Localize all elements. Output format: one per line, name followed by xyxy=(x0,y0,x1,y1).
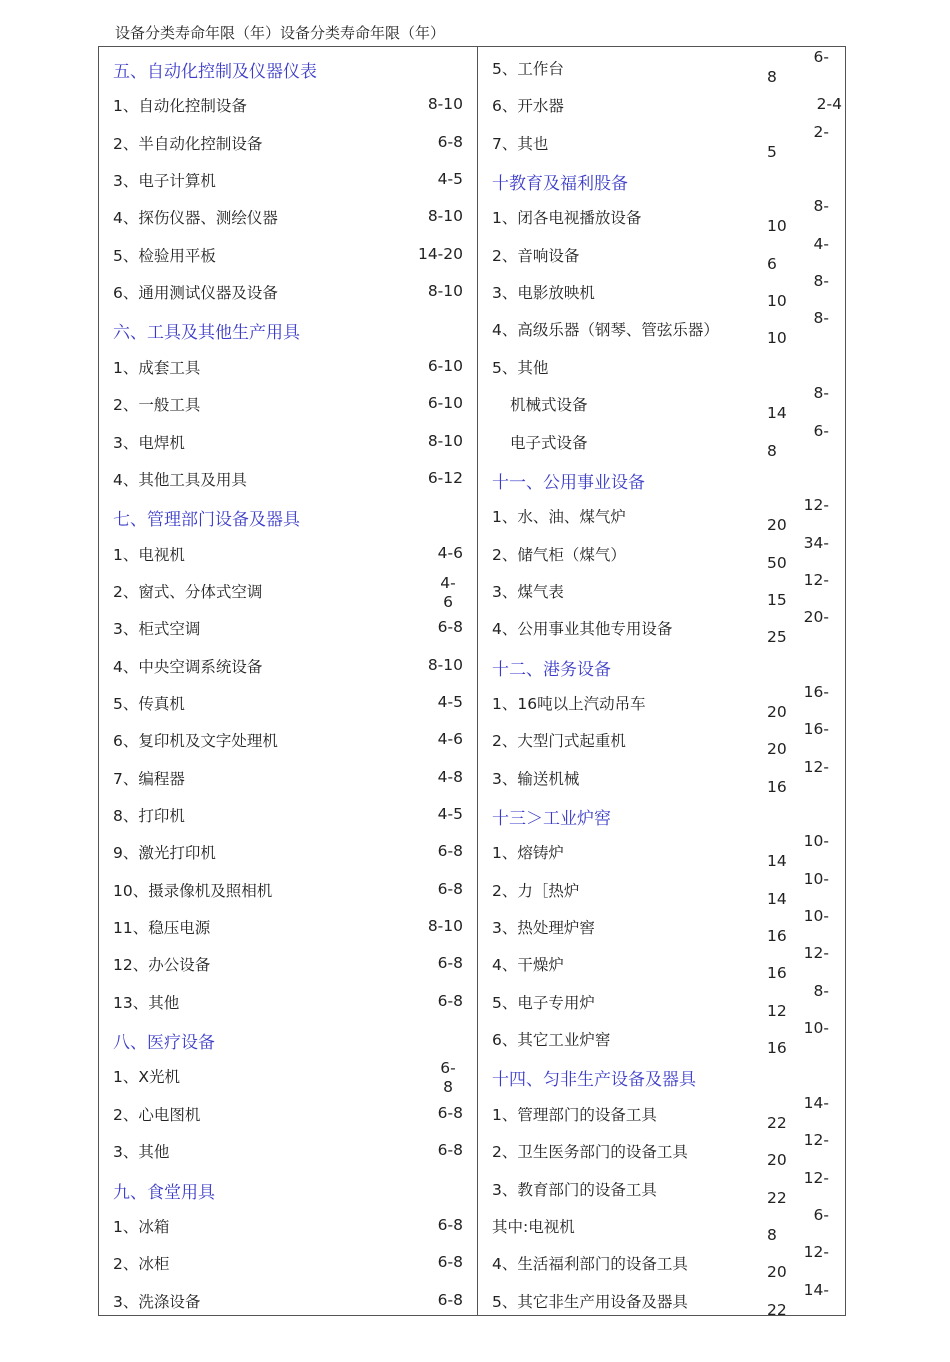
section-heading-row xyxy=(99,497,477,534)
item-label: 3、电影放映机 xyxy=(492,284,595,303)
lifespan-value: 6-8 xyxy=(437,991,463,1010)
item-label: 9、激光打印机 xyxy=(113,844,216,863)
table-row xyxy=(99,124,477,161)
table-row xyxy=(478,124,846,161)
lifespan-value-end: 10 xyxy=(767,217,787,236)
table-row xyxy=(478,198,846,235)
table-row xyxy=(99,684,477,721)
item-label: 4、公用事业其他专用设备 xyxy=(492,620,673,639)
lifespan-value: 6-10 xyxy=(427,356,463,375)
table-row xyxy=(478,348,846,385)
lifespan-value-start: 14- xyxy=(803,1280,829,1299)
lifespan-value: 6-8 xyxy=(437,1141,463,1160)
table-row xyxy=(99,1095,477,1132)
table-row xyxy=(99,236,477,273)
lifespan-value: 4-6 xyxy=(440,573,456,611)
lifespan-value: 6-8 xyxy=(437,132,463,151)
lifespan-value-start: 34- xyxy=(803,533,829,552)
item-label: 5、传真机 xyxy=(113,694,185,713)
lifespan-value-end: 25 xyxy=(767,628,787,647)
section-heading-row xyxy=(478,1057,846,1094)
lifespan-value: 8-10 xyxy=(427,431,463,450)
table-row xyxy=(99,535,477,572)
lifespan-value-end: 16 xyxy=(767,1039,787,1058)
item-label: 13、其他 xyxy=(113,993,180,1012)
item-label: 1、自动化控制设备 xyxy=(113,97,247,116)
lifespan-value-end: 14 xyxy=(767,889,787,908)
table-row xyxy=(99,1207,477,1244)
lifespan-value-start: 12- xyxy=(803,1168,829,1187)
item-label: 6、开水器 xyxy=(492,97,564,116)
item-label: 机械式设备 xyxy=(510,396,588,415)
lifespan-value: 4-6 xyxy=(437,543,463,562)
lifespan-value-end: 8 xyxy=(767,1225,777,1244)
lifespan-value: 6-8 xyxy=(437,1103,463,1122)
table-row xyxy=(99,983,477,1020)
lifespan-value-end: 10 xyxy=(767,329,787,348)
lifespan-value-start: 14- xyxy=(803,1093,829,1112)
item-label: 2、一般工具 xyxy=(113,396,201,415)
section-heading-row xyxy=(478,796,846,833)
lifespan-value: 2-4 xyxy=(816,95,842,114)
item-label: 4、其他工具及用具 xyxy=(113,470,247,489)
table-row xyxy=(478,1132,846,1169)
lifespan-value-end: 12 xyxy=(767,1001,787,1020)
section-heading: 五、自动化控制及仪器仪表 xyxy=(113,62,317,82)
table-row xyxy=(478,1244,846,1281)
lifespan-value: 6-8 xyxy=(437,842,463,861)
lifespan-value-end: 16 xyxy=(767,964,787,983)
item-label: 5、其他 xyxy=(492,358,549,377)
page-header: 设备分类寿命年限（年）设备分类寿命年限（年） xyxy=(115,24,446,42)
item-label: 1、熔铸炉 xyxy=(492,844,564,863)
section-heading: 六、工具及其他生产用具 xyxy=(113,323,300,344)
lifespan-value-end: 6 xyxy=(767,254,777,273)
section-heading: 十教育及福利股备 xyxy=(492,174,628,195)
table-row xyxy=(99,198,477,235)
table-row xyxy=(99,86,477,123)
lifespan-value: 6-12 xyxy=(427,468,463,487)
section-heading-row xyxy=(99,1020,477,1057)
lifespan-value: 6-8 xyxy=(437,1290,463,1309)
lifespan-value: 8-10 xyxy=(427,207,463,226)
table-row xyxy=(99,460,477,497)
lifespan-value-end: 16 xyxy=(767,777,787,796)
table-row xyxy=(99,572,477,609)
item-label: 2、力［热炉 xyxy=(492,881,580,900)
item-label: 1、成套工具 xyxy=(113,358,201,377)
table-row xyxy=(478,833,846,870)
section-heading: 十四、匀非生产设备及器具 xyxy=(492,1070,696,1091)
item-label: 6、其它工业炉窖 xyxy=(492,1031,611,1050)
lifespan-value-start: 6- xyxy=(813,48,829,66)
item-label: 2、半自动化控制设备 xyxy=(113,134,263,153)
item-label: 5、电子专用炉 xyxy=(492,993,595,1012)
item-label: 2、冰柜 xyxy=(113,1255,170,1274)
lifespan-value-end: 22 xyxy=(767,1300,787,1319)
table-row xyxy=(478,49,846,86)
section-heading: 十三＞工业炉窖 xyxy=(492,809,611,829)
section-heading-row xyxy=(478,647,846,684)
lifespan-value: 6-8 xyxy=(440,1059,456,1097)
table-row xyxy=(478,759,846,796)
table-row xyxy=(99,833,477,870)
lifespan-value: 8-10 xyxy=(427,917,463,936)
lifespan-value-end: 5 xyxy=(767,142,777,161)
lifespan-value: 4-5 xyxy=(437,170,463,189)
lifespan-value: 4-8 xyxy=(437,767,463,786)
table-row xyxy=(99,161,477,198)
table-row xyxy=(478,86,846,123)
lifespan-value-start: 2- xyxy=(813,122,829,141)
lifespan-value: 8-10 xyxy=(427,655,463,674)
item-label: 3、教育部门的设备工具 xyxy=(492,1180,657,1199)
item-label: 2、窗式、分体式空调 xyxy=(113,582,263,601)
table-row xyxy=(478,497,846,534)
lifespan-value-end: 20 xyxy=(767,702,787,721)
lifespan-value-end: 20 xyxy=(767,1151,787,1170)
table-row xyxy=(478,1207,846,1244)
table-row xyxy=(99,908,477,945)
lifespan-value-start: 6- xyxy=(813,1205,829,1224)
table-row xyxy=(478,1020,846,1057)
item-label: 1、水、油、煤气炉 xyxy=(492,508,626,527)
table-row xyxy=(99,1244,477,1281)
lifespan-value-end: 50 xyxy=(767,553,787,572)
lifespan-value-start: 16- xyxy=(803,682,829,701)
item-label: 3、柜式空调 xyxy=(113,620,201,639)
item-label: 5、工作台 xyxy=(492,60,564,78)
lifespan-value-start: 10- xyxy=(803,832,829,851)
lifespan-value-start: 10- xyxy=(803,869,829,888)
table-row xyxy=(99,759,477,796)
section-heading: 九、食堂用具 xyxy=(113,1182,215,1203)
lifespan-value-end: 22 xyxy=(767,1113,787,1132)
item-label: 6、复印机及文字处理机 xyxy=(113,732,278,751)
table-row xyxy=(478,385,846,422)
item-label: 6、通用测试仪器及设备 xyxy=(113,284,278,303)
section-heading: 十二、港务设备 xyxy=(492,659,611,680)
table-row xyxy=(478,1095,846,1132)
table-row xyxy=(99,423,477,460)
lifespan-value: 4-5 xyxy=(437,805,463,823)
lifespan-value-end: 20 xyxy=(767,740,787,759)
table-row xyxy=(99,1057,477,1097)
item-label: 3、煤气表 xyxy=(492,582,564,601)
item-label: 4、探伤仪器、测绘仪器 xyxy=(113,209,278,228)
item-label: 3、电焊机 xyxy=(113,433,185,452)
table-row xyxy=(478,721,846,758)
lifespan-value-start: 6- xyxy=(813,421,829,440)
section-heading-row xyxy=(99,310,477,347)
item-label: 2、大型门式起重机 xyxy=(492,732,626,751)
item-label: 5、其它非生产用设备及器具 xyxy=(492,1292,688,1311)
item-label: 3、热处理炉窖 xyxy=(492,919,595,938)
table-row xyxy=(478,609,846,646)
table-row xyxy=(478,572,846,609)
item-label: 10、摄录像机及照相机 xyxy=(113,881,273,900)
table-row xyxy=(478,945,846,982)
lifespan-value-start: 4- xyxy=(813,234,829,253)
section-heading: 十一、公用事业设备 xyxy=(492,472,645,493)
equipment-lifespan-table xyxy=(98,46,846,1319)
lifespan-value-start: 10- xyxy=(803,907,829,926)
lifespan-value-start: 12- xyxy=(803,1243,829,1262)
item-label: 1、X光机 xyxy=(113,1068,180,1087)
lifespan-value-end: 8 xyxy=(767,441,777,460)
item-label: 1、电视机 xyxy=(113,545,185,564)
item-label: 4、生活福利部门的设备工具 xyxy=(492,1255,688,1274)
lifespan-value-end: 20 xyxy=(767,516,787,535)
lifespan-value-start: 8- xyxy=(813,197,829,216)
lifespan-value-end: 14 xyxy=(767,852,787,871)
lifespan-value-end: 8 xyxy=(767,68,777,86)
item-label: 4、干燥炉 xyxy=(492,956,564,975)
item-label: 1、16吨以上汽动吊车 xyxy=(492,694,646,713)
item-label: 4、高级乐器（钢琴、管弦乐器） xyxy=(492,321,719,340)
lifespan-value-end: 14 xyxy=(767,404,787,423)
item-label: 7、其也 xyxy=(492,134,549,153)
table-row xyxy=(99,385,477,422)
table-row xyxy=(478,983,846,1020)
lifespan-value: 6-8 xyxy=(437,954,463,973)
item-label: 3、输送机械 xyxy=(492,769,580,788)
section-heading-row xyxy=(99,1170,477,1207)
lifespan-value-start: 12- xyxy=(803,496,829,515)
lifespan-value: 6-10 xyxy=(427,394,463,413)
table-row xyxy=(478,236,846,273)
table-row xyxy=(478,1170,846,1207)
table-row xyxy=(99,1282,477,1319)
item-label: 2、卫生医务部门的设备工具 xyxy=(492,1143,688,1162)
lifespan-value: 14-20 xyxy=(417,244,463,263)
table-row xyxy=(99,871,477,908)
item-label: 2、音响设备 xyxy=(492,246,580,265)
item-label: 1、闭各电视播放设备 xyxy=(492,209,642,228)
table-row xyxy=(99,1132,477,1169)
section-heading-row xyxy=(478,161,846,198)
table-row xyxy=(478,1282,846,1319)
lifespan-value-start: 16- xyxy=(803,720,829,739)
table-row xyxy=(478,871,846,908)
table-row xyxy=(99,609,477,646)
table-row xyxy=(478,908,846,945)
lifespan-value: 6-8 xyxy=(437,1253,463,1272)
table-row xyxy=(99,721,477,758)
lifespan-value: 6-8 xyxy=(437,879,463,898)
lifespan-value: 4-6 xyxy=(437,730,463,749)
item-label: 7、编程器 xyxy=(113,769,185,788)
section-heading: 七、管理部门设备及器具 xyxy=(113,510,300,531)
item-label: 12、办公设备 xyxy=(113,956,211,975)
lifespan-value-start: 12- xyxy=(803,757,829,776)
section-heading-row xyxy=(99,49,477,86)
item-label: 3、洗涤设备 xyxy=(113,1292,201,1311)
item-label: 1、管理部门的设备工具 xyxy=(492,1105,657,1124)
lifespan-value-start: 12- xyxy=(803,570,829,589)
item-label: 8、打印机 xyxy=(113,807,185,825)
lifespan-value-start: 10- xyxy=(803,1019,829,1038)
item-label: 其中:电视机 xyxy=(492,1217,575,1236)
lifespan-value-end: 20 xyxy=(767,1263,787,1282)
item-label: 电子式设备 xyxy=(510,433,588,452)
lifespan-value-start: 20- xyxy=(803,608,829,627)
item-label: 3、其他 xyxy=(113,1143,170,1162)
table-row xyxy=(478,273,846,310)
lifespan-value: 8-10 xyxy=(427,95,463,114)
item-label: 5、检验用平板 xyxy=(113,246,216,265)
lifespan-value-start: 8- xyxy=(813,981,829,1000)
item-label: 1、冰箱 xyxy=(113,1217,170,1236)
lifespan-value-start: 8- xyxy=(813,272,829,291)
table-row xyxy=(99,273,477,310)
table-row xyxy=(99,945,477,982)
item-label: 2、储气柜（煤气） xyxy=(492,545,626,564)
lifespan-value: 8-10 xyxy=(427,282,463,301)
lifespan-value-start: 8- xyxy=(813,384,829,403)
table-row xyxy=(478,423,846,460)
lifespan-value-end: 22 xyxy=(767,1188,787,1207)
table-row xyxy=(478,535,846,572)
table-row xyxy=(99,647,477,684)
lifespan-value-start: 12- xyxy=(803,944,829,963)
section-heading: 八、医疗设备 xyxy=(113,1033,215,1054)
section-heading-row xyxy=(478,460,846,497)
lifespan-value-end: 15 xyxy=(767,590,787,609)
lifespan-value: 6-8 xyxy=(437,618,463,637)
lifespan-value-start: 8- xyxy=(813,309,829,328)
item-label: 3、电子计算机 xyxy=(113,172,216,191)
lifespan-value-end: 16 xyxy=(767,927,787,946)
lifespan-value: 4-5 xyxy=(437,692,463,711)
item-label: 2、心电图机 xyxy=(113,1105,201,1124)
item-label: 4、中央空调系统设备 xyxy=(113,657,263,676)
table-row xyxy=(99,796,477,833)
lifespan-value-end: 10 xyxy=(767,292,787,311)
item-label: 11、稳压电源 xyxy=(113,919,211,938)
lifespan-value-start: 12- xyxy=(803,1131,829,1150)
table-row xyxy=(99,348,477,385)
lifespan-value: 6-8 xyxy=(437,1215,463,1234)
table-row xyxy=(478,310,846,347)
table-row xyxy=(478,684,846,721)
